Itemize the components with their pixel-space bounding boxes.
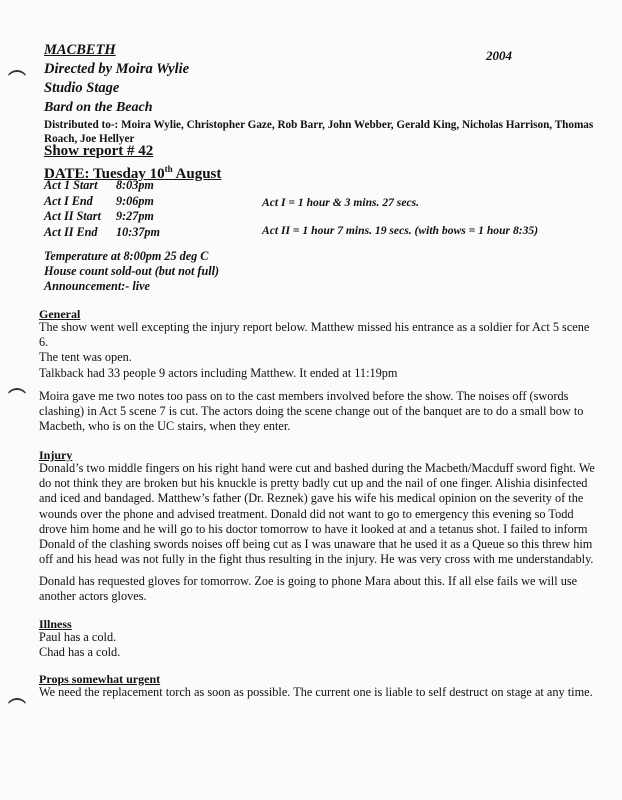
house-count: House count sold-out (but not full): [44, 263, 220, 278]
punch-hole-mark: [6, 698, 28, 720]
temperature: Temperature at 8:00pm 25 deg C: [44, 249, 209, 263]
general-line: The show went well excepting the injury report below. Matthew missed his entrance as a soldier for Act 5 scene 6.: [39, 320, 590, 350]
act-times: [44, 178, 160, 240]
general-section: [39, 320, 599, 381]
year: 2004: [486, 48, 512, 63]
play-title: MACBETH: [44, 42, 116, 58]
props-heading: Props somewhat urgent: [39, 672, 161, 686]
illness-section: [39, 630, 599, 660]
props-text: We need the replacement torch as soon as possible. The current one is liable to self destruct on stage at any time.: [39, 685, 593, 699]
venue: Studio Stage: [44, 80, 120, 96]
distribution-list: Distributed to-: Moira Wylie, Christopher Gaze, Rob Barr, John Webber, Gerald King, Nicholas Harrison, Thomas Roach, Joe Hellyer: [44, 119, 594, 145]
gloves-note: Donald has requested gloves for tomorrow. Zoe is going to phone Mara about this. If all else fails we will use another actors gloves.: [39, 574, 578, 604]
director-notes: Moira gave me two notes too pass on to the cast members involved before the show. The noises off (swords clashing) in Act 5 scene 7 is cut. The actors doing the scene change out of the banquet are to do a small bow to Macbeth, who is on the UC stairs, when they enter.: [39, 389, 584, 434]
time-value: 9:06pm: [116, 193, 154, 208]
time-label: Act 1 Start: [44, 178, 98, 192]
time-value: 8:03pm: [116, 178, 154, 192]
time-row: [44, 225, 160, 241]
time-row: [44, 194, 160, 210]
illness-heading: Illness: [39, 617, 72, 631]
time-label: Act II Start: [44, 209, 101, 223]
time-value: 10:37pm: [116, 224, 161, 239]
act2-duration: Act II = 1 hour 7 mins. 19 secs. (with bows = 1 hour 8:35): [262, 224, 539, 237]
time-row: [44, 178, 160, 194]
time-row: [44, 209, 160, 225]
punch-hole-mark: [6, 388, 28, 410]
injury-text: Donald’s two middle fingers on his right hand were cut and bashed during the Macbeth/Macduff sword fight. We do not think they are broken but his knuckle is pretty badly cut up and the nail of one finger. Alishia disinfected and iced and bandaged. Matthew’s father (Dr. Reznek) gave his wife his medical opinion on the severity of the wounds over the phone and advised treatment. Donald did not want to go to emergency this evening so Todd drove him home and he will go to his doctor tomorrow to have it looked at and a tetanus shot. I failed to inform Donald of the clashing swords noises off being cut as I was unaware that he used it as a Queue so this threw him off and his head was not fully in the fight thus resulting in the injury. He was very cross with me understandably.: [39, 461, 595, 567]
time-label: Act I End: [44, 193, 93, 208]
general-line: Talkback had 33 people 9 actors including Matthew. It ended at 11:19pm: [39, 365, 398, 380]
date-prefix: DATE: Tuesday 10: [44, 166, 165, 182]
general-heading: General: [39, 307, 81, 321]
announcement: Announcement:- live: [44, 278, 150, 293]
illness-line: Paul has a cold.: [39, 630, 117, 644]
date-month: August: [172, 166, 222, 182]
injury-heading: Injury: [39, 448, 73, 462]
time-label: Act II End: [44, 224, 98, 239]
show-report-number: Show report # 42: [44, 143, 154, 159]
act1-duration: Act I = 1 hour & 3 mins. 27 secs.: [262, 196, 420, 209]
director: Directed by Moira Wylie: [44, 61, 190, 77]
date-suffix-sup: th: [164, 164, 173, 174]
illness-line: Chad has a cold.: [39, 645, 121, 660]
general-line: The tent was open.: [39, 350, 132, 365]
company: Bard on the Beach: [44, 100, 153, 115]
punch-hole-mark: [6, 70, 28, 92]
show-info: [44, 249, 219, 293]
time-value: 9:27pm: [116, 209, 154, 223]
